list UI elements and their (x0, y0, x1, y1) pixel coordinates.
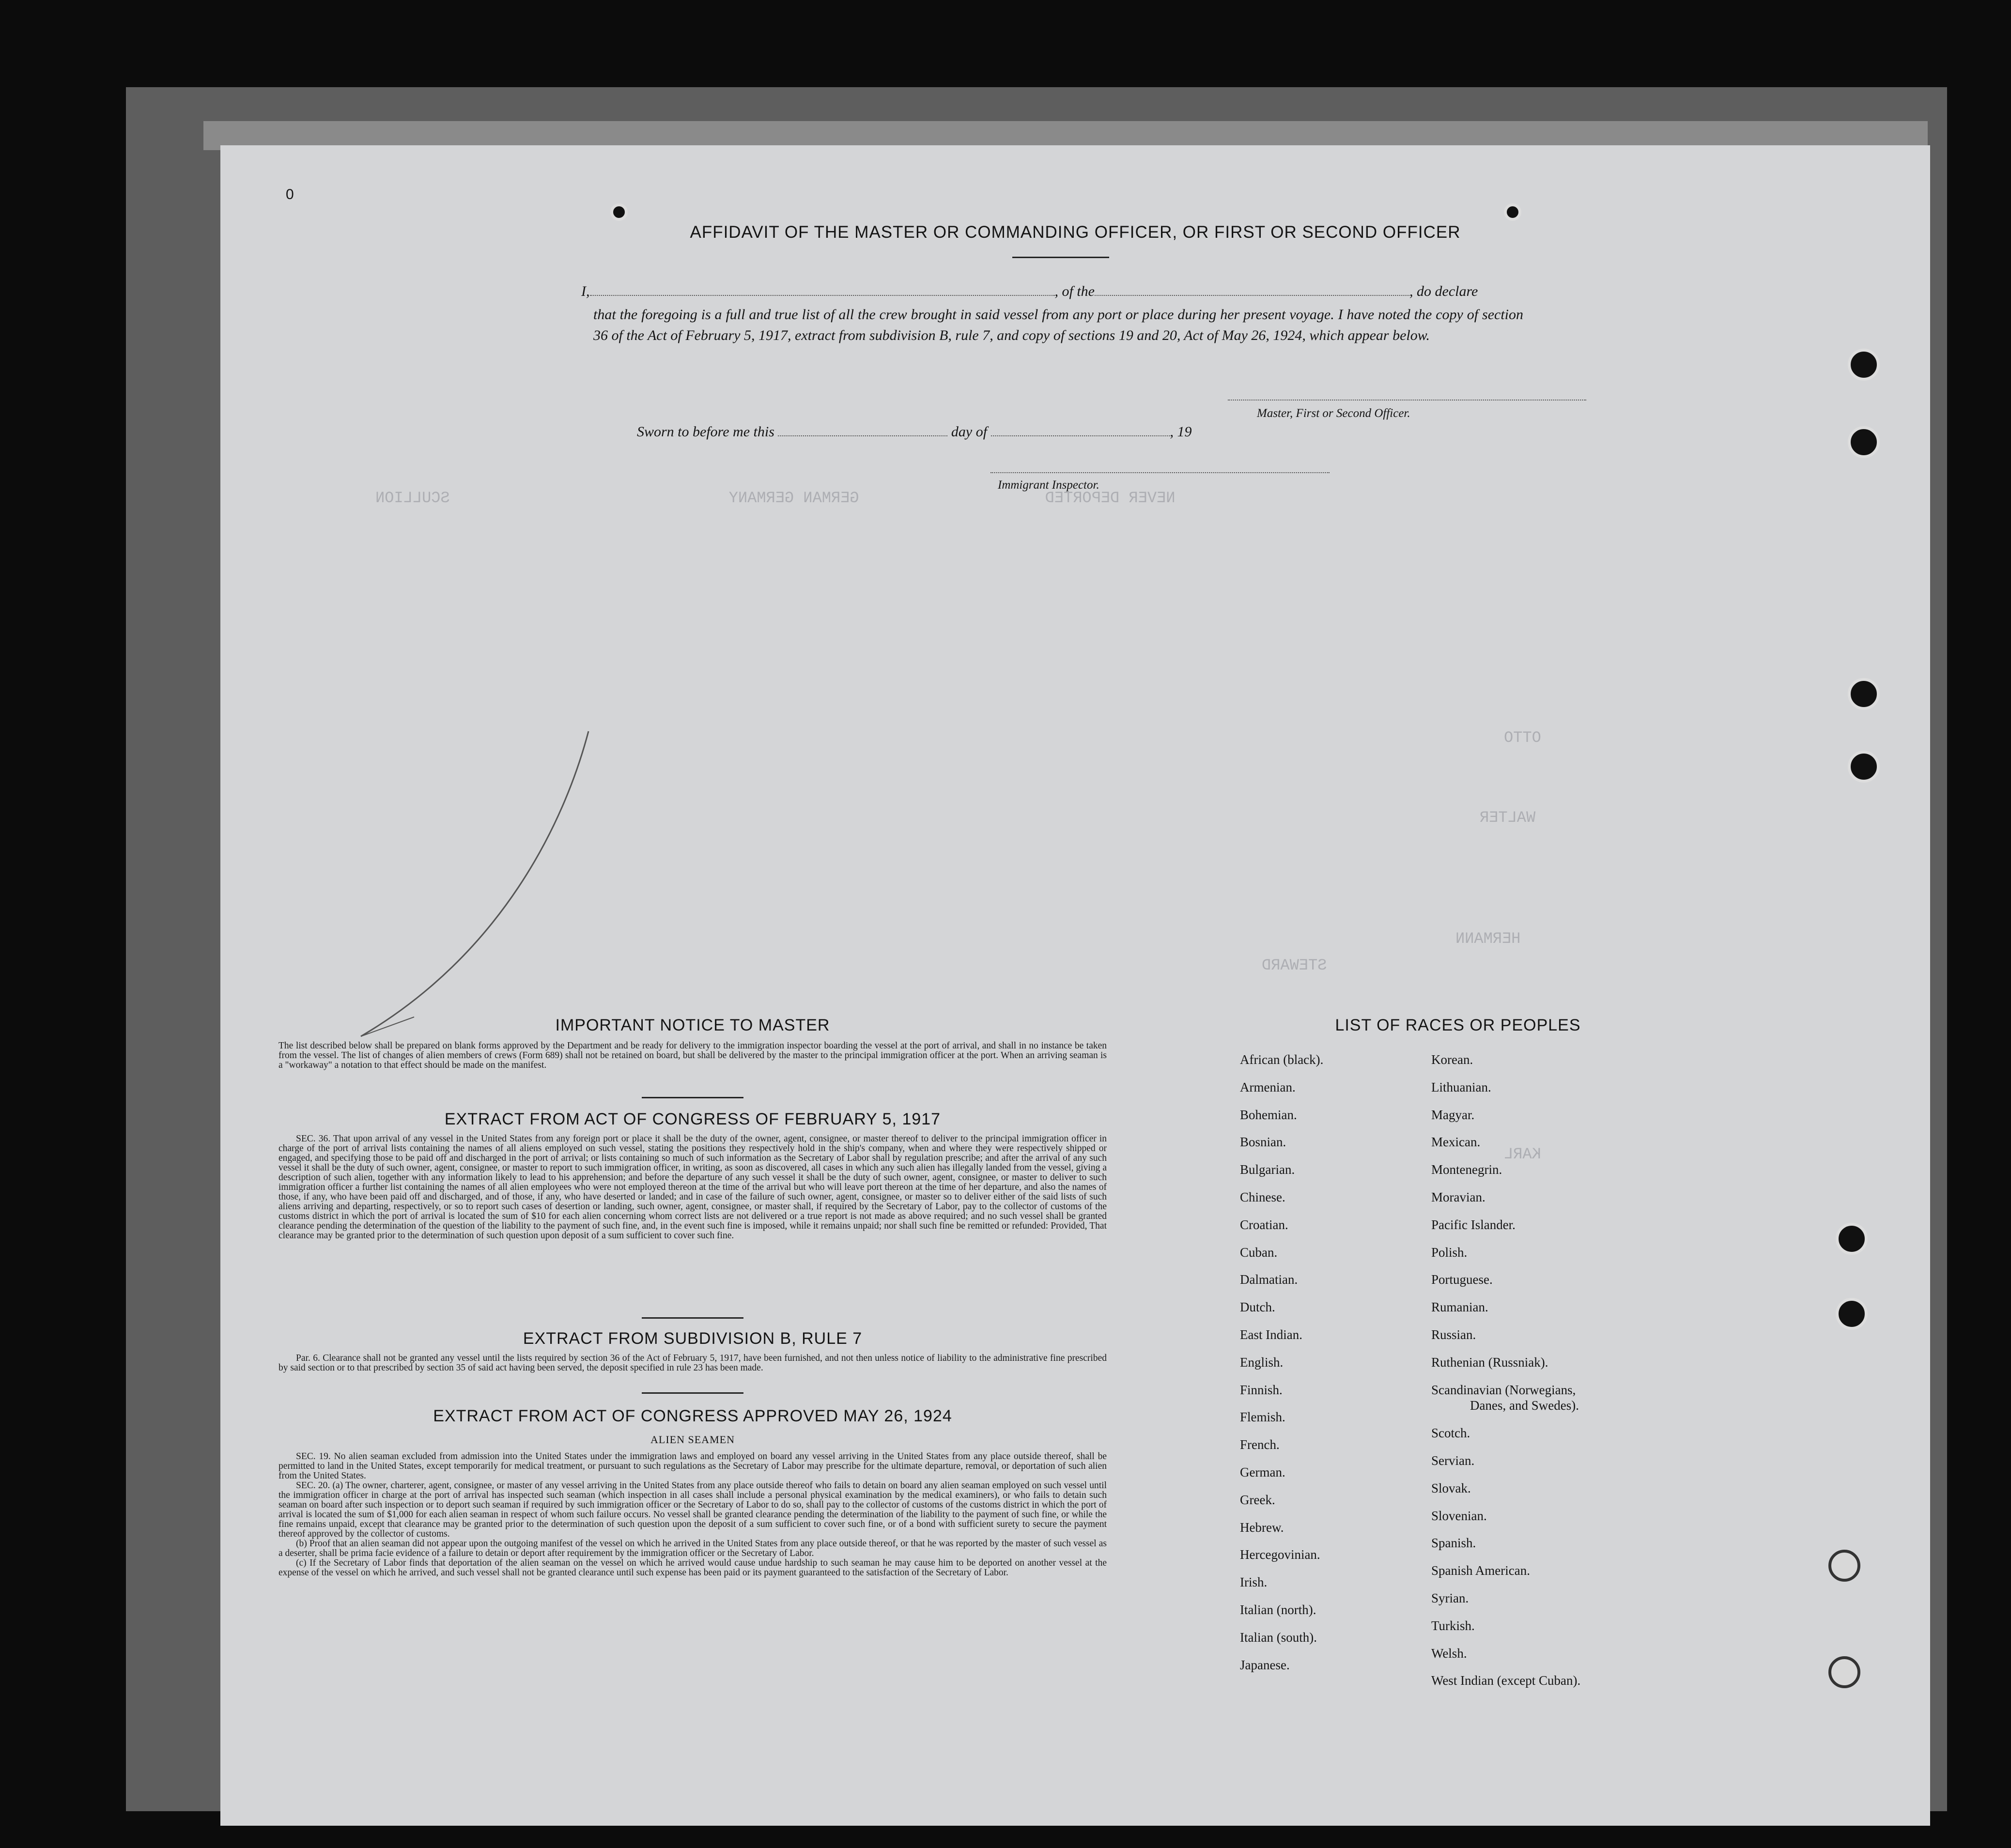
race-item: Pacific Islander. (1431, 1217, 1516, 1232)
sec-19: SEC. 19. No alien seaman excluded from admission into the United States under the immigration laws and employed on board any vessel arriving in the United States from any place outside thereof, shall be permitted to land in the United States, except temporarily for medical treatment, or pursuant to such regulations as the Secretary of Labor may prescribe for the ultimate departure, removal, or deportation of such alien from the United States. (278, 1451, 1107, 1481)
master-signature-label: Master, First or Second Officer. (1257, 407, 1410, 420)
race-item: Polish. (1431, 1245, 1468, 1260)
punch-hole (1828, 1656, 1860, 1688)
races-title: LIST OF RACES OR PEOPLES (1335, 1016, 1581, 1034)
punch-hole (1504, 203, 1521, 221)
affidavit-rule (1012, 257, 1109, 258)
sworn-day-blank[interactable] (778, 435, 947, 436)
race-item: Bulgarian. (1240, 1162, 1295, 1177)
race-item: Korean. (1431, 1052, 1473, 1067)
rule7-title: EXTRACT FROM SUBDIVISION B, RULE 7 (523, 1329, 863, 1348)
race-item: Spanish. (1431, 1536, 1476, 1551)
bleed-through-row: HERMANN (1455, 930, 1521, 948)
race-item: Magyar. (1431, 1107, 1475, 1122)
race-item: Dalmatian. (1240, 1272, 1298, 1287)
sworn-month-blank[interactable] (991, 435, 1170, 436)
race-item: African (black). (1240, 1052, 1324, 1067)
race-item: Ruthenian (Russniak). (1431, 1355, 1548, 1370)
rule7-text: Par. 6. Clearance shall not be granted any vessel until the lists required by section 36 of the Act of February 5, 1917, have been furnished, and not then unless notice of liability to the administrative fine prescribed by said section or to that prescribed by section 35 of said act having been served, the deposit specified in rule 23 has been made. (278, 1353, 1107, 1373)
extract-1924-title: EXTRACT FROM ACT OF CONGRESS APPROVED MAY 26, 1924 (433, 1407, 952, 1425)
race-item: Danes, and Swedes). (1470, 1398, 1579, 1413)
alien-seamen-subtitle: ALIEN SEAMEN (650, 1433, 735, 1446)
race-item: Turkish. (1431, 1618, 1475, 1633)
race-item: Italian (south). (1240, 1630, 1317, 1645)
notice-text: The list described below shall be prepared on blank forms approved by the Department and be ready for delivery to the immigration inspector boarding the vessel at the port of arrival, and shall in no instance be taken from the vessel. The list of changes of alien members of crews (Form 689) shall not be retained on board, but shall be delivered by the master to the principal immigration officer at the port. When an arriving seaman is a "workaway" a notation to that effect should be made on the manifest. (278, 1041, 1107, 1070)
race-item: Flemish. (1240, 1410, 1285, 1425)
bleed-through-row: STEWARD (1262, 956, 1327, 974)
crew-manifest-back-page (220, 145, 1930, 1826)
race-item: Croatian. (1240, 1217, 1288, 1232)
race-item: French. (1240, 1437, 1280, 1452)
race-item: Bohemian. (1240, 1107, 1297, 1122)
affidavit-body: that the foregoing is a full and true list of all the crew brought in said vessel from any port or place during her present voyage. I have noted the copy of section 36 of the Act of February 5, 1917, extract from subdivision B, rule 7, and copy of sections 19 and 20, Act of May 26, 1924, which appear below. (593, 307, 1523, 343)
bleed-through-row: OTTO (1504, 729, 1541, 747)
sec-20c: (c) If the Secretary of Labor finds that deportation of the alien seaman on the vessel on which he arrived would cause undue hardship to such seaman he may cause him to be deported on another vessel at the expense of the vessel on which he arrived, and such vessel shall not be granted clearance until such expense has been paid or its payment guaranteed to the satisfaction of the Secretary of Labor. (278, 1558, 1107, 1578)
punch-hole (1848, 426, 1880, 458)
affidavit-declare-line: I, , of the , do declare (581, 283, 1478, 299)
race-item: East Indian. (1240, 1327, 1302, 1342)
sec-20a: SEC. 20. (a) The owner, charterer, agent, consignee, or master of any vessel arriving in the United States from any place outside thereof who fails to detain on board any alien seaman employed on such vessel until the immigration officer in charge at the port of arrival has inspected such seaman (which inspection in all cases shall include a personal physical examination by the medical examiners), or who fails to detain such seaman on board after such inspection or to deport such seaman if required by such immigration officer or the Secretary of Labor to do so, shall pay to the collector of customs of the customs district in which the port of arrival is located the sum of $1,000 for each alien seaman in respect of whom such failure occurs. No vessel shall be granted clearance pending the determination of the liability to the payment of such fine, or while the fine remains unpaid, except that clearance may be granted prior to the determination of such question upon the deposit of a sum sufficient to cover such fine, or of a bond with sufficient surety to secure the payment thereof approved by the collector of customs. (278, 1480, 1107, 1539)
race-item: Japanese. (1240, 1657, 1290, 1672)
extract-1917-rule (642, 1317, 743, 1319)
race-item: English. (1240, 1355, 1284, 1370)
punch-hole (1836, 1223, 1868, 1255)
bleed-through-row: KARL (1504, 1145, 1541, 1163)
race-item: Italian (north). (1240, 1602, 1316, 1617)
punch-hole (1848, 751, 1880, 783)
punch-hole (1828, 1550, 1860, 1582)
notice-rule (642, 1097, 743, 1098)
page-mark: 0 (286, 186, 294, 202)
race-item: Hercegovinian. (1240, 1547, 1320, 1562)
race-item: Scandinavian (Norwegians, (1431, 1382, 1576, 1397)
race-item: Dutch. (1240, 1300, 1275, 1315)
extract-1917-title: EXTRACT FROM ACT OF CONGRESS OF FEBRUARY 5, 1917 (444, 1110, 941, 1128)
punch-hole (1836, 1298, 1868, 1330)
race-item: Irish. (1240, 1575, 1268, 1590)
vessel-name-blank[interactable] (1095, 295, 1409, 296)
race-item: Bosnian. (1240, 1135, 1286, 1150)
race-item: Syrian. (1431, 1590, 1469, 1605)
race-item: Chinese. (1240, 1189, 1285, 1204)
race-item: Finnish. (1240, 1382, 1283, 1397)
race-item: Armenian. (1240, 1079, 1296, 1094)
punch-hole (610, 203, 628, 221)
race-item: Mexican. (1431, 1135, 1481, 1150)
races-column-1 (1240, 1046, 1323, 1679)
bleed-through-row: NEVER DEPORTED GERMAN GERMANY SCULLION (375, 489, 1176, 507)
race-item: Portuguese. (1431, 1272, 1493, 1287)
inspector-label: Immigrant Inspector. (998, 478, 1099, 492)
race-item: Slovenian. (1431, 1508, 1487, 1523)
notice-title: IMPORTANT NOTICE TO MASTER (555, 1016, 830, 1034)
rule7-rule (642, 1392, 743, 1394)
extract-1917-text: SEC. 36. That upon arrival of any vessel in the United States from any foreign port or place it shall be the duty of the owner, agent, consignee, or master thereof to deliver to the principal immigration officer in charge of the port of arrival lists containing the names of all aliens employed on such vessel, stating the positions they respectively hold in the ship's company, when and where they were respectively shipped or engaged, and specifying those to be paid off and discharged in the port of arrival; or lists containing so much of such information as the Secretary of Labor shall by regulation prescribe; and after the arrival of any such vessel it shall be the duty of such owner, agent, consignee, or master to report to such immigration officer, in writing, as soon as discovered, all cases in which any such alien has illegally landed from the vessel, giving a description of such alien, together with any information likely to lead to his apprehension; and before the departure of any such vessel it shall be the duty of such owner, agent, consignee, or master to deliver to such immigration officer a further list containing the names of all alien employees who were not employed thereon at the time of the arrival but who will leave port thereon at the time of her departure, and also the names of those, if any, who have been paid off and discharged, and of those, if any, who have deserted or landed; and in case of the failure of such owner, agent, consignee, or master so to deliver either of the said lists of such aliens arriving and departing, respectively, or so to report such cases of desertion or landing, such owner, agent, consignee, or master shall, if required by the Secretary of Labor, pay to the collector of customs of the customs district in which the port of arrival is located the sum of $10 for each alien concerning whom correct lists are not delivered or a true report is not made as above required; and no such vessel shall be granted clearance pending the determination of the question of the liability to the payment of such fine, and, in the event such fine is imposed, while it remains unpaid; nor shall such fine be remitted or refunded: Provided, That clearance may be granted prior to the determination of such question upon deposit of a sum sufficient to cover such fine. (278, 1134, 1107, 1241)
race-item: Hebrew. (1240, 1520, 1284, 1535)
sec-20b: (b) Proof that an alien seaman did not appear upon the outgoing manifest of the vessel on which he arrived in the United States from any place outside thereof, or that he was reported by the master of such vessel as a deserter, shall be prima facie evidence of a failure to detain or deport after requirement by the immigration officer or the Secretary of Labor. (278, 1539, 1107, 1558)
race-item: Welsh. (1431, 1646, 1467, 1661)
race-item: Spanish American. (1431, 1563, 1530, 1578)
master-name-blank[interactable] (590, 295, 1055, 296)
race-item: German. (1240, 1464, 1285, 1479)
sworn-line: Sworn to before me this day of , 19 (637, 424, 1192, 440)
race-item: Scotch. (1431, 1426, 1470, 1441)
pen-stroke (356, 726, 598, 1046)
race-item: Moravian. (1431, 1189, 1485, 1204)
affidavit-title: AFFIDAVIT OF THE MASTER OR COMMANDING OFFICER, OR FIRST OR SECOND OFFICER (690, 223, 1461, 242)
punch-hole (1848, 349, 1880, 381)
race-item: Cuban. (1240, 1245, 1278, 1260)
race-item: Rumanian. (1431, 1300, 1488, 1315)
race-item: Lithuanian. (1431, 1079, 1491, 1094)
races-column-2 (1431, 1046, 1580, 1694)
race-item: Servian. (1431, 1453, 1475, 1468)
race-item: West Indian (except Cuban). (1431, 1673, 1581, 1688)
race-item: Montenegrin. (1431, 1162, 1502, 1177)
bleed-through-row: WALTER (1480, 809, 1536, 827)
extract-1924-text (278, 1452, 1107, 1578)
inspector-signature-line[interactable] (990, 472, 1330, 473)
punch-hole (1848, 678, 1880, 710)
race-item: Russian. (1431, 1327, 1476, 1342)
race-item: Slovak. (1431, 1480, 1471, 1495)
race-item: Greek. (1240, 1492, 1275, 1507)
